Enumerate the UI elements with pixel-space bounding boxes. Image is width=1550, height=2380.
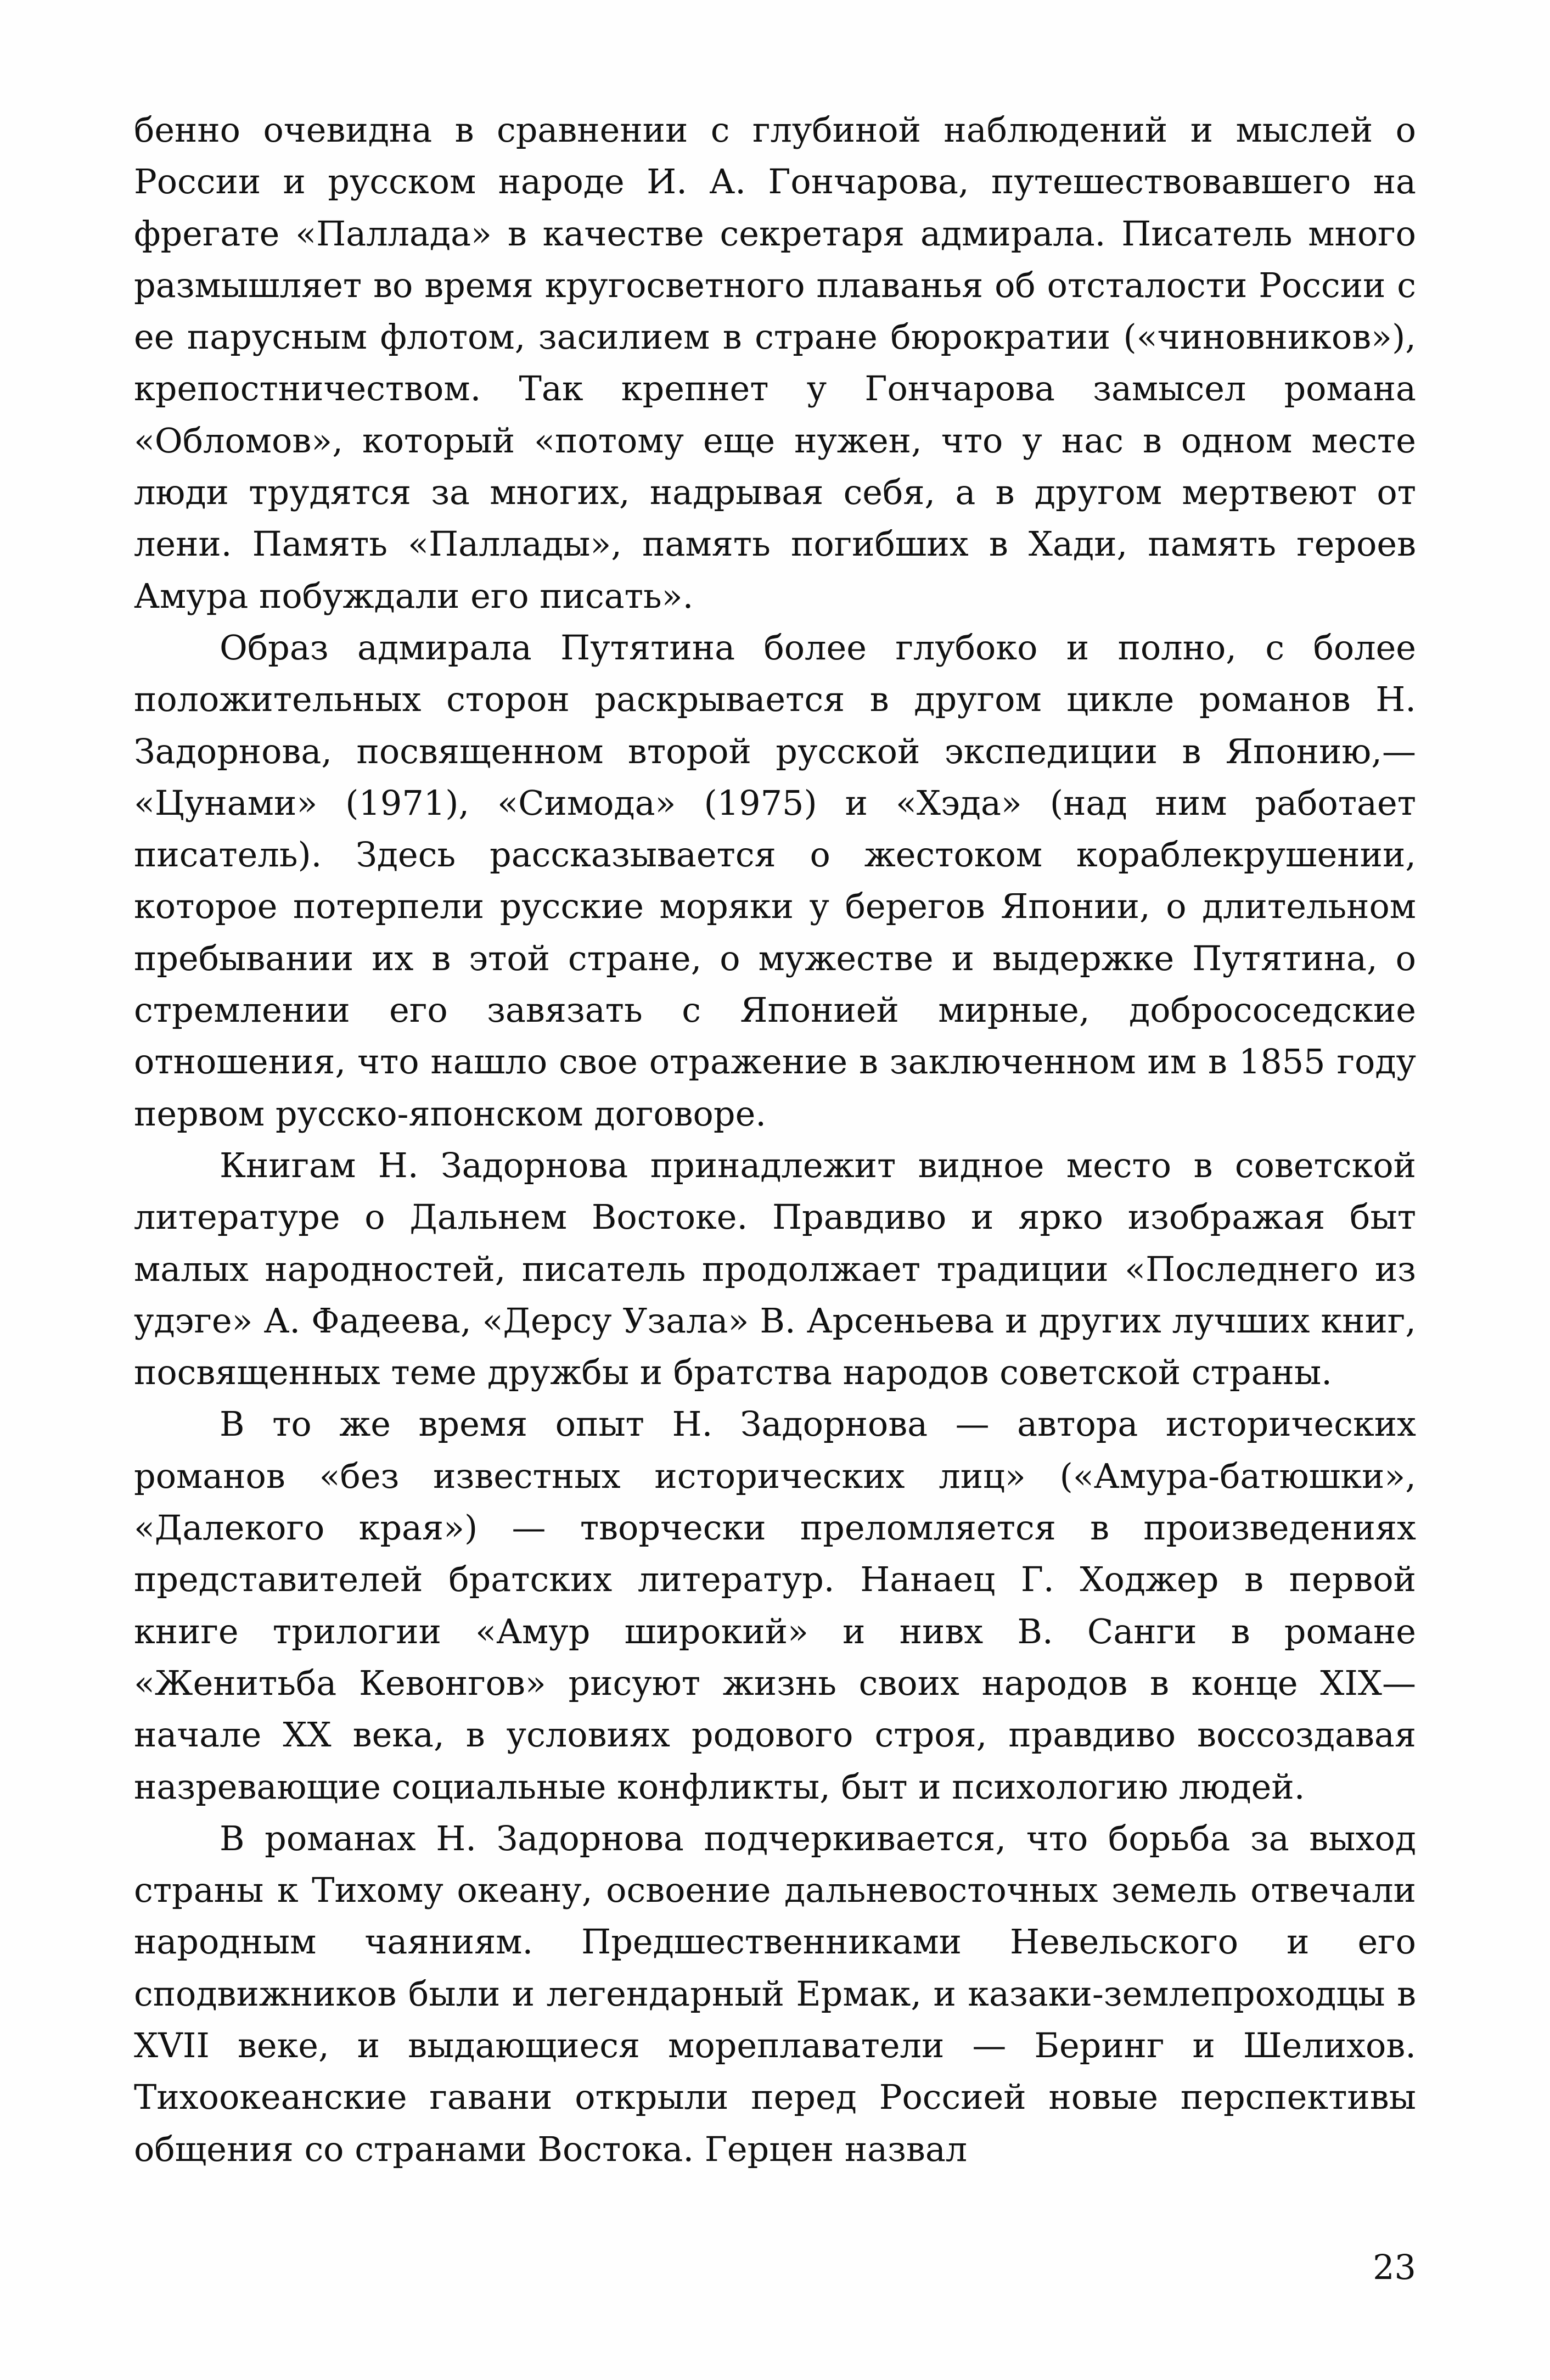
paragraph-4: В то же время опыт Н. Задорнова — автора исторических романов «без известных исторических лиц» («Амура-батюшки», «Далекого края») — творчески преломляется в произведениях представителей братских литератур. Нанаец Г. Ходжер в первой книге трилогии «Амур широкий» и нивх В. Санги в романе «Женитьба Кевонгов» рисуют жизнь своих народов в конце XIX— начале XX века, в условиях родового строя, правдиво воссоздавая назревающие социальные конфликты, быт и психологию людей.	[134, 1404, 1416, 1807]
paragraph-2: Образ адмирала Путятина более глубоко и полно, с более положительных сторон раскрывается в другом цикле романов Н. Задорнова, посвященном второй русской экспедиции в Японию,— «Цунами» (1971), «Симода» (1975) и «Хэда» (над ним работает писатель). Здесь рассказывается о жестоком кораблекрушении, которое потерпели русские моряки у берегов Японии, о длительном пребывании их в этой стране, о мужестве и выдержке Путятина, о стремлении его завязать с Японией мирные, добрососедские отношения, что нашло свое отражение в заключенном им в 1855 году первом русско-японском договоре.	[134, 627, 1416, 1134]
paragraph-1: бенно очевидна в сравнении с глубиной наблюдений и мыслей о России и русском народе И. А. Гончарова, путешествовавшего на фрегате «Паллада» в качестве секретаря адмирала. Писатель много размышляет во время кругосветного плаванья об отсталости России с ее парусным флотом, засилием в стране бюрократии («чиновников»), крепостничеством. Так крепнет у Гончарова замысел романа «Обломов», который «потому еще нужен, что у нас в одном месте люди трудятся за многих, надрывая себя, а в другом мертвеют от лени. Память «Паллады», память погибших в Хади, память героев Амура побуждали его писать».	[134, 110, 1416, 616]
page-number: 23	[1373, 2247, 1416, 2287]
paragraph-5: В романах Н. Задорнова подчеркивается, что борьба за выход страны к Тихому океану, освоение дальневосточных земель отвечали народным чаяниям. Предшественниками Невельского и его сподвижников были и легендарный Ермак, и казаки-землепроходцы в XVII веке, и выдающиеся мореплаватели — Беринг и Шелихов. Тихоокеанские гавани открыли перед Россией новые перспективы общения со странами Востока. Герцен назвал	[134, 1818, 1416, 2169]
paragraph-3: Книгам Н. Задорнова принадлежит видное место в советской литературе о Дальнем Востоке. Правдиво и ярко изображая быт малых народностей, писатель продолжает традиции «Последнего из удэге» А. Фадеева, «Дерсу Узала» В. Арсеньева и других лучших книг, посвященных теме дружбы и братства народов советской страны.	[134, 1145, 1416, 1393]
body-text	[134, 104, 1416, 2175]
